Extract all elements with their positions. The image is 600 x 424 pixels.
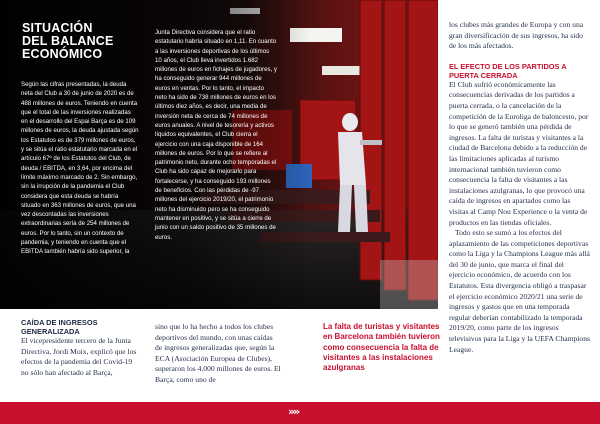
bottom-left-column [21, 318, 139, 378]
overlay-text-column-1: Según las cifras presentadas, la deuda neta del Club a 30 de junio de 2020 es de 488 millones de euros. Teniendo en cuenta que el total de las inversiones realizadas en el desarrollo del Espai Barça es de 109 millones de euros, la deuda ajustada según los Estatutos es de 379 millones de euros, y se sitúa el ratio estatutario marcada en el artículo 67º de los Estatutos del Club, de deuda / EBITDA, en 3,64, por encima del límite máximo marcado de 2. Sin embargo, sin la irrupción de la pandemia el Club considera que esta deuda se habría situado en 363 millones de euros, que una vez descontadas las inversiones extraordinarias sería de 254 millones de euros. Por lo tanto, sin un contexto de pandemia, y teniendo en cuenta que el EBITDA también habría sido superior, la [21, 81, 139, 256]
right-heading: EL EFECTO DE LOS PARTIDOS A PUERTA CERRADA [449, 61, 567, 80]
right-column [449, 20, 590, 355]
right-paragraph-2: Todo esto se sumó a los efectos del aplazamiento de las competiciones deportivas como la Liga y la Champions League más allá del 30 de junio, que marca el final del ejercicio económico, de acuerdo con los Estatutos. Esta divergencia obligó a traspasar el ejercicio económico 2020/21 una serie de ingresos y gastos que en una temporada regular deberían contabilizado la temporada 2019/20, como parte de los ingresos televisivos para la Liga y la UEFA Champions League. [449, 228, 590, 354]
overlay-text-column-2: Junta Directiva considera que el ratio estatutario habría situado en 1,11. En cuanto a las inversiones deportivas de los últimos 10 años, el Club lleva invertidos 1.682 millones de euros en fichajes de jugadores, y ha conseguido generar 944 millones de euros en ventas. Por lo tanto, el impacto neto ha sido de 738 millones de euros en los últimos diez años, es decir, una media de inversión neta de cerca de 74 millones de euros anuales. A nivel de tesorería y activos líquidos equivalentes, el Club cierra el ejercicio con una caja disponible de 164 millones de euros. Por lo que se refiere al patrimonio neto, durante ocho temporadas el Club ha sido capaz de mejorarlo para fortalecerse, y ha conseguido 193 millones de beneficios. Con las pérdidas de -97 millones del ejercicio 2019/20, el patrimonio neto ha disminuido pero se ha conseguido mantener en positivo, y se sitúa a cierre de junio con un saldo positivo de 35 millones de euros. [155, 29, 277, 241]
footer-bar [0, 402, 600, 424]
bottom-left-text: El vicepresidente tercero de la Junta Directiva, Jordi Moix, explicó que los efectos de la pandemia del Covid-19 no sólo han afectado al Barça, [21, 336, 137, 377]
bottom-middle-column: sino que lo ha hecho a todos los clubes deportivos del mundo, con unas caídas de ingresos generalizadas que, según la ECA (Asociación Europea de Clubes), superaron los 4.000 millones de euros. El Barça, como uno de [155, 322, 281, 384]
chevron-right-icon: »» [288, 405, 299, 418]
right-paragraph-1: El Club sufrió económicamente las consecuencias derivadas de los partidos a puerta cerrada, o la cancelación de la competición de la Euroliga de baloncesto, por lo que se generó también una pérdida de ingresos. La falta de turistas y visitantes a la ciudad de Barcelona debido a la reducción de las limitaciones aplicadas al turismo internacional también tuvieron como consecuencia la falta de visitantes a las instalaciones azulgranas, lo que provocó una caída de ingresos en apartados como las visitas al Camp Nou Experience o la venta de productos en las tiendas oficiales. [449, 79, 589, 227]
section-title: SITUACIÓN DEL BALANCE ECONÓMICO [22, 21, 114, 61]
right-intro-paragraph: los clubes más grandes de Europa y con una gran diversificación de sus ingresos, ha sido de los más afectados. [449, 20, 584, 51]
pull-quote: La falta de turistas y visitantes en Barcelona también tuvieron como consecuencia la falta de visitantes a las instalaciones azulgranas [323, 322, 440, 373]
bottom-left-heading: CAÍDA DE INGRESOS GENERALIZADA [21, 318, 98, 336]
